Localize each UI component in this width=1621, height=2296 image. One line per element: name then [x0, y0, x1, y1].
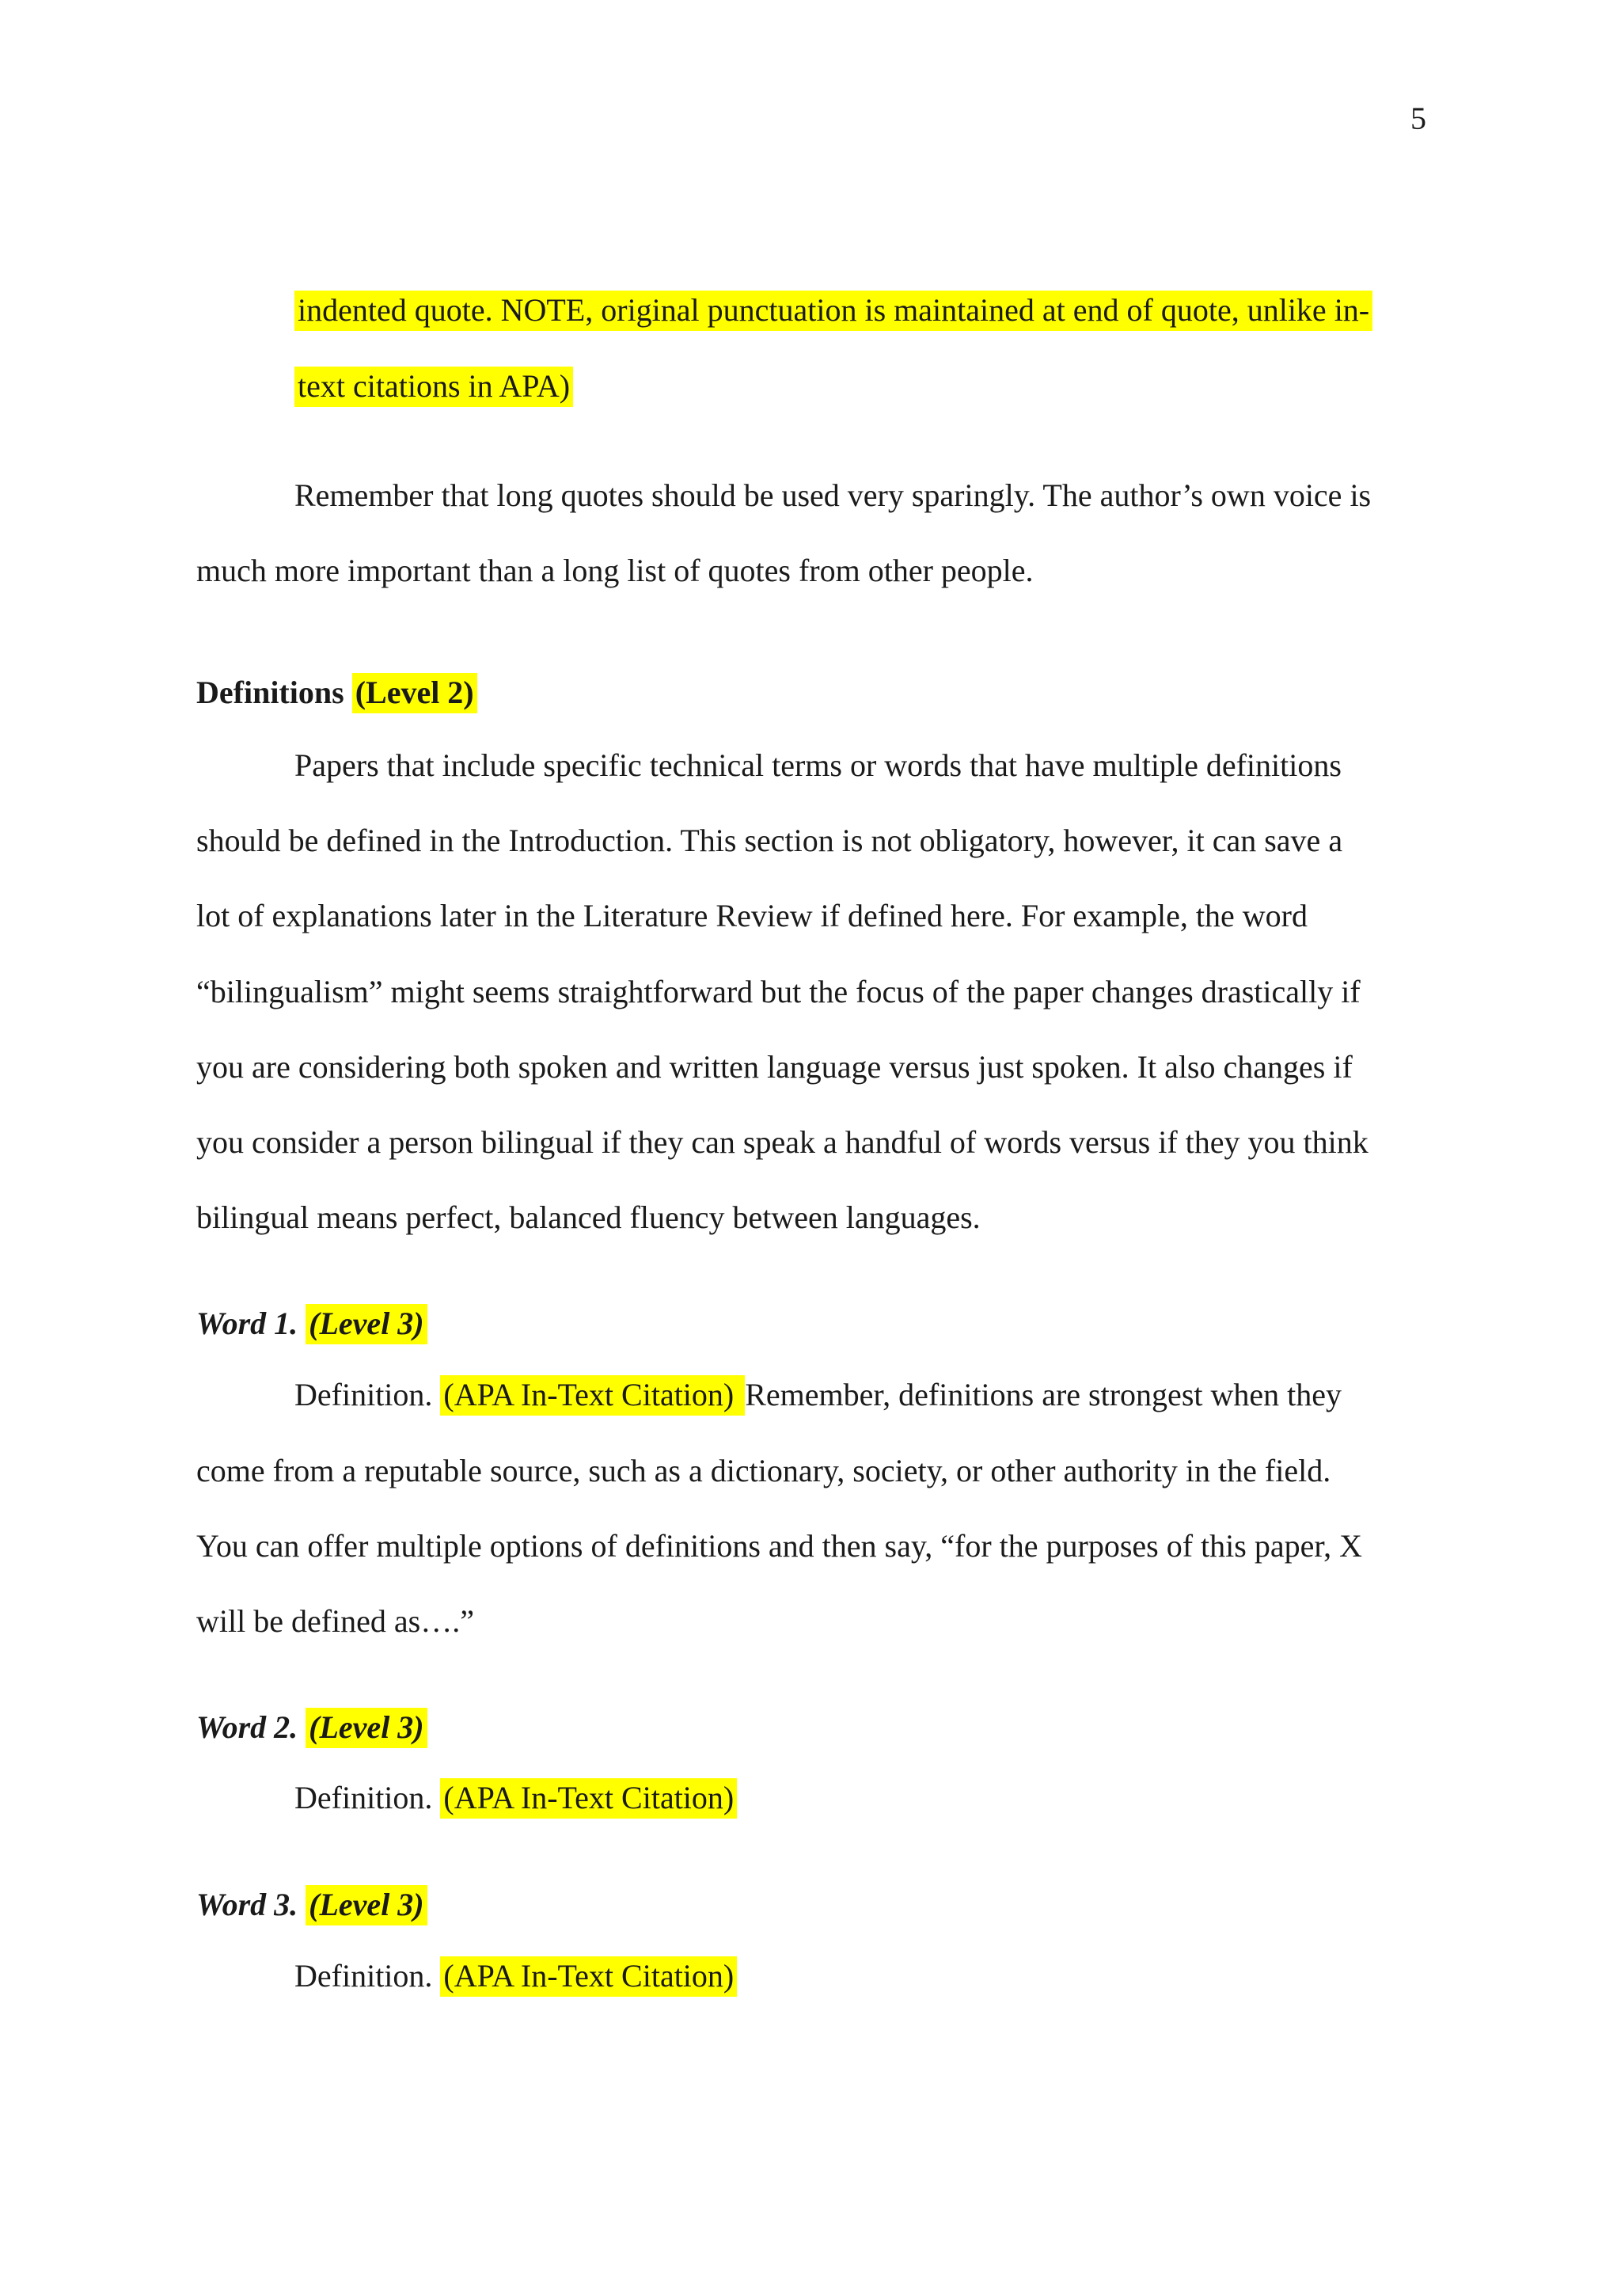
paragraph-line: you are considering both spoken and written language versus just spoken. It also changes if: [196, 1049, 1353, 1085]
subheading-word-3: [196, 1886, 427, 1924]
paragraph-line: bilingual means perfect, balanced fluency between languages.: [196, 1199, 981, 1235]
definition-line: [294, 1779, 737, 1817]
level-tag: (Level 3): [306, 1708, 427, 1748]
highlight: indented quote. NOTE, original punctuation is maintained at end of quote, unlike in-: [294, 291, 1372, 331]
page-number: 5: [1410, 101, 1426, 136]
definition-line: [294, 1957, 737, 1995]
heading-text: Definitions: [196, 675, 344, 710]
citation: (APA In-Text Citation): [440, 1375, 745, 1416]
level-tag: (Level 2): [352, 673, 477, 713]
heading-text: Word 1.: [196, 1306, 298, 1341]
paragraph-line: will be defined as….”: [196, 1603, 474, 1639]
definition-label: Definition.: [294, 1377, 433, 1412]
level-tag: (Level 3): [306, 1885, 427, 1925]
subheading-word-2: [196, 1709, 427, 1747]
definition-label: Definition.: [294, 1958, 433, 1994]
definition-line: [294, 1376, 1342, 1414]
subheading-word-1: [196, 1305, 427, 1343]
heading-text: Word 2.: [196, 1709, 298, 1745]
section-heading-definitions: [196, 674, 477, 712]
paragraph-line: come from a reputable source, such as a dictionary, society, or other authority in the field.: [196, 1453, 1331, 1488]
paragraph-line: “bilingualism” might seems straightforward but the focus of the paper changes drastically if: [196, 974, 1361, 1009]
citation: (APA In-Text Citation): [440, 1956, 737, 1997]
definition-label: Definition.: [294, 1780, 433, 1815]
citation: (APA In-Text Citation): [440, 1778, 737, 1819]
level-tag: (Level 3): [306, 1304, 427, 1344]
quote-continuation-line-1: [294, 291, 1372, 329]
paragraph-line: You can offer multiple options of definitions and then say, “for the purposes of this paper, X: [196, 1528, 1362, 1564]
paragraph-line: you consider a person bilingual if they can speak a handful of words versus if they you think: [196, 1124, 1369, 1160]
paragraph-line: Remember that long quotes should be used very sparingly. The author’s own voice is: [294, 477, 1372, 513]
quote-continuation-line-2: [294, 367, 573, 405]
highlight: text citations in APA): [294, 367, 573, 407]
paragraph-line: Papers that include specific technical terms or words that have multiple definitions: [294, 747, 1342, 783]
definition-text: Remember, definitions are strongest when they: [745, 1377, 1342, 1412]
paragraph-line: should be defined in the Introduction. This section is not obligatory, however, it can save a: [196, 823, 1343, 858]
paragraph-line: much more important than a long list of quotes from other people.: [196, 553, 1034, 588]
heading-text: Word 3.: [196, 1887, 298, 1922]
paragraph-line: lot of explanations later in the Literature Review if defined here. For example, the word: [196, 898, 1308, 933]
